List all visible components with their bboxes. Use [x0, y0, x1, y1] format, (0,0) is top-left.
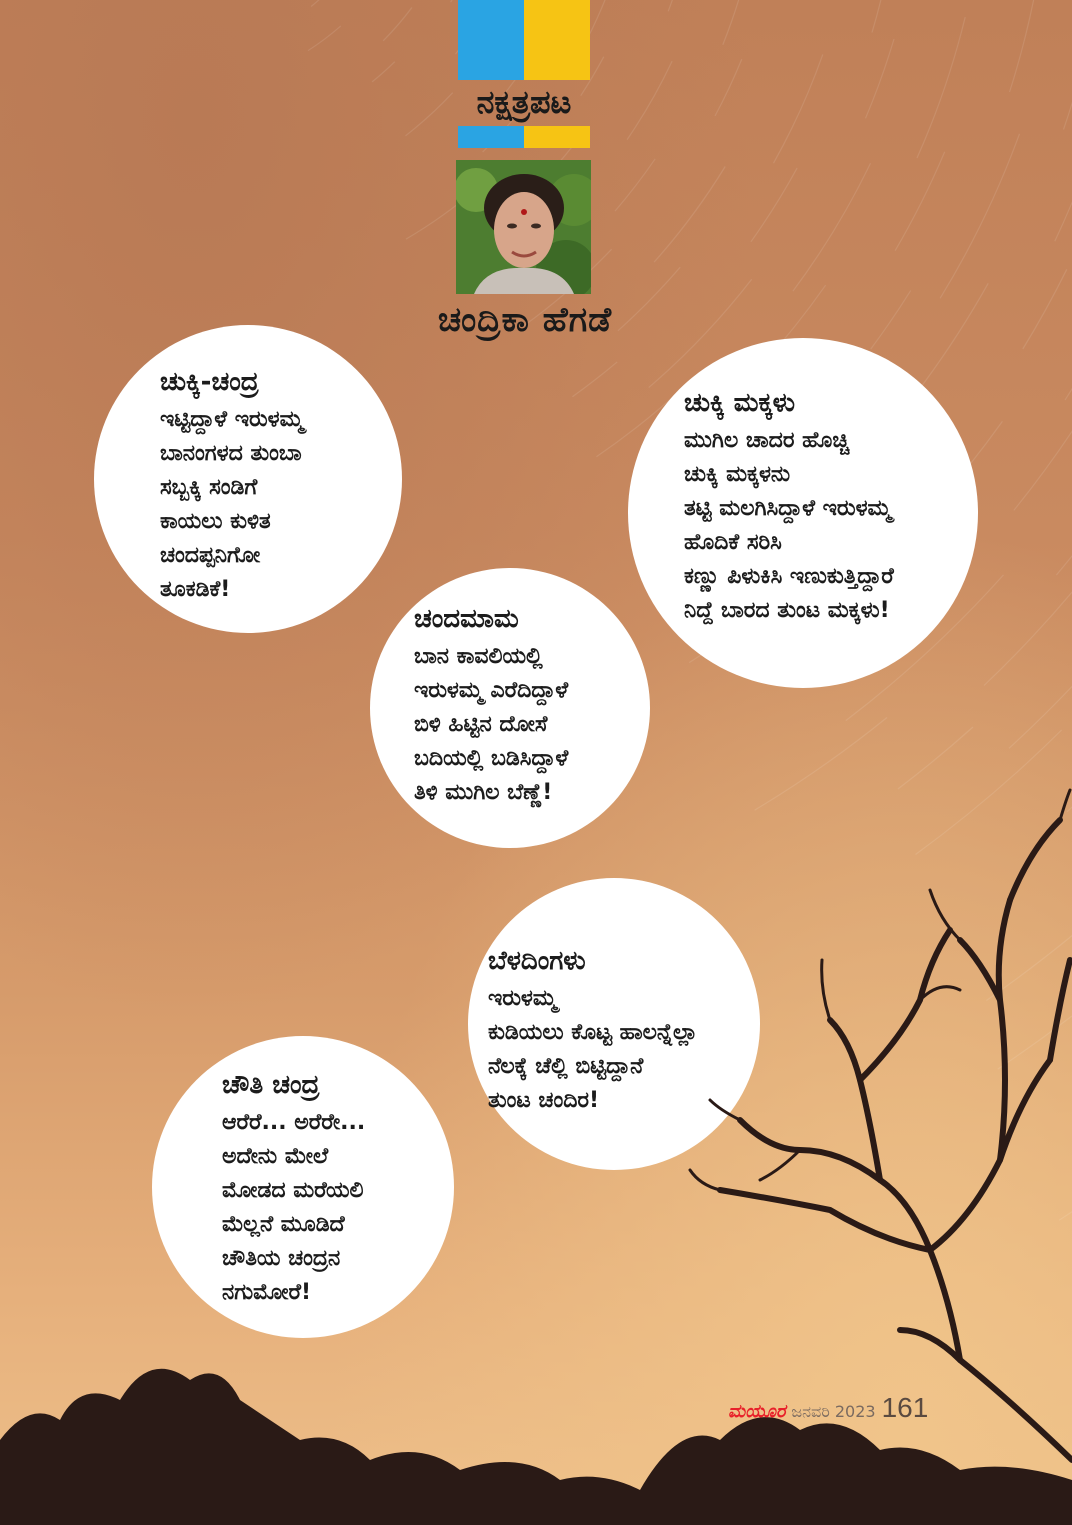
- poem-line: ಚುಕ್ಕಿ ಮಕ್ಕಳನು: [684, 462, 791, 487]
- poem-line: ಸಬ್ಬಕ್ಕಿ ಸಂಡಿಗೆ: [160, 475, 258, 500]
- poem-title: ಚುಕ್ಕಿ-ಚಂದ್ರ: [160, 367, 259, 397]
- poem-line: ಮೆಲ್ಲನೆ ಮೂಡಿದೆ: [222, 1212, 345, 1237]
- poem-line: ತುಂಟ ಚಂದಿರ!: [488, 1088, 600, 1113]
- poem-line: ಅದೇನು ಮೇಲೆ: [222, 1144, 329, 1169]
- poem-line: ಕುಡಿಯಲು ಕೊಟ್ಟ ಹಾಲನ್ನೆಲ್ಲಾ: [488, 1020, 698, 1045]
- poem-line: ಇರುಳಮ್ಮ ಎರೆದಿದ್ದಾಳೆ: [414, 678, 569, 703]
- poem-line: ಕಾಯಲು ಕುಳಿತ: [160, 509, 271, 534]
- poem-line: ಬದಿಯಲ್ಲಿ ಬಡಿಸಿದ್ದಾಳೆ: [414, 746, 569, 771]
- poem-line: ಹೊದಿಕೆ ಸರಿಸಿ: [684, 530, 782, 555]
- poem-line: ಇಟ್ಟಿದ್ದಾಳೆ ಇರುಳಮ್ಮ: [160, 407, 304, 432]
- poem-line: ಆರೆರೆ... ಅರೆರೇ...: [222, 1110, 366, 1135]
- poem-title: ಬೆಳದಿಂಗಳು: [488, 946, 586, 976]
- poem-title: ಚೌತಿ ಚಂದ್ರ: [222, 1070, 320, 1100]
- poem-line: ನಿದ್ದೆ ಬಾರದ ತುಂಟ ಮಕ್ಕಳು!: [684, 598, 890, 623]
- poem-line: ಬಾನಂಗಳದ ತುಂಬಾ: [160, 441, 302, 466]
- poem-line: ತೂಕಡಿಕೆ!: [160, 577, 231, 602]
- poem-line: ನೆಲಕ್ಕೆ ಚೆಲ್ಲಿ ಬಿಟ್ಟಿದ್ದಾನೆ: [488, 1054, 644, 1079]
- poem-line: ಮೋಡದ ಮರೆಯಲಿ: [222, 1178, 364, 1203]
- poem-line: ತಟ್ಟಿ ಮಲಗಿಸಿದ್ದಾಳೆ ಇರುಳಮ್ಮ: [684, 496, 892, 521]
- poem-line: ಮುಗಿಲ ಚಾದರ ಹೊಚ್ಚಿ: [684, 428, 850, 453]
- author-name: ಚಂದ್ರಿಕಾ ಹೆಗಡೆ: [437, 300, 613, 340]
- poem-line: ಚಂದಪ್ಪನಿಗೋ: [160, 543, 261, 568]
- poem-line: ಚೌತಿಯ ಚಂದ್ರನ: [222, 1246, 341, 1271]
- column-title: ನಕ್ಷತ್ರಪಟ: [476, 83, 572, 121]
- poem-line: ಬಿಳಿ ಹಿಟ್ಟಿನ ದೋಸೆ: [414, 712, 548, 737]
- page-footer: [728, 1392, 968, 1432]
- poem-line: ಕಣ್ಣು ಪಿಳುಕಿಸಿ ಇಣುಕುತ್ತಿದ್ದಾರೆ: [684, 564, 894, 589]
- poem-line: ಇರುಳಮ್ಮ: [488, 986, 557, 1011]
- poem-title: ಚುಕ್ಕಿ ಮಕ್ಕಳು: [684, 388, 795, 418]
- poem-title: ಚಂದಮಾಮ: [414, 604, 519, 634]
- poem-line: ತಿಳಿ ಮುಗಿಲ ಬೆಣ್ಣೆ!: [414, 780, 553, 805]
- issue-date: ಜನವರಿ 2023: [791, 1402, 876, 1421]
- poem-line: ನಗುಮೋರೆ!: [222, 1280, 312, 1305]
- poem-line: ಬಾನ ಕಾವಲಿಯಲ್ಲಿ: [414, 644, 543, 669]
- page-number: 161: [881, 1392, 929, 1423]
- magazine-name: ಮಯೂರ: [728, 1401, 786, 1422]
